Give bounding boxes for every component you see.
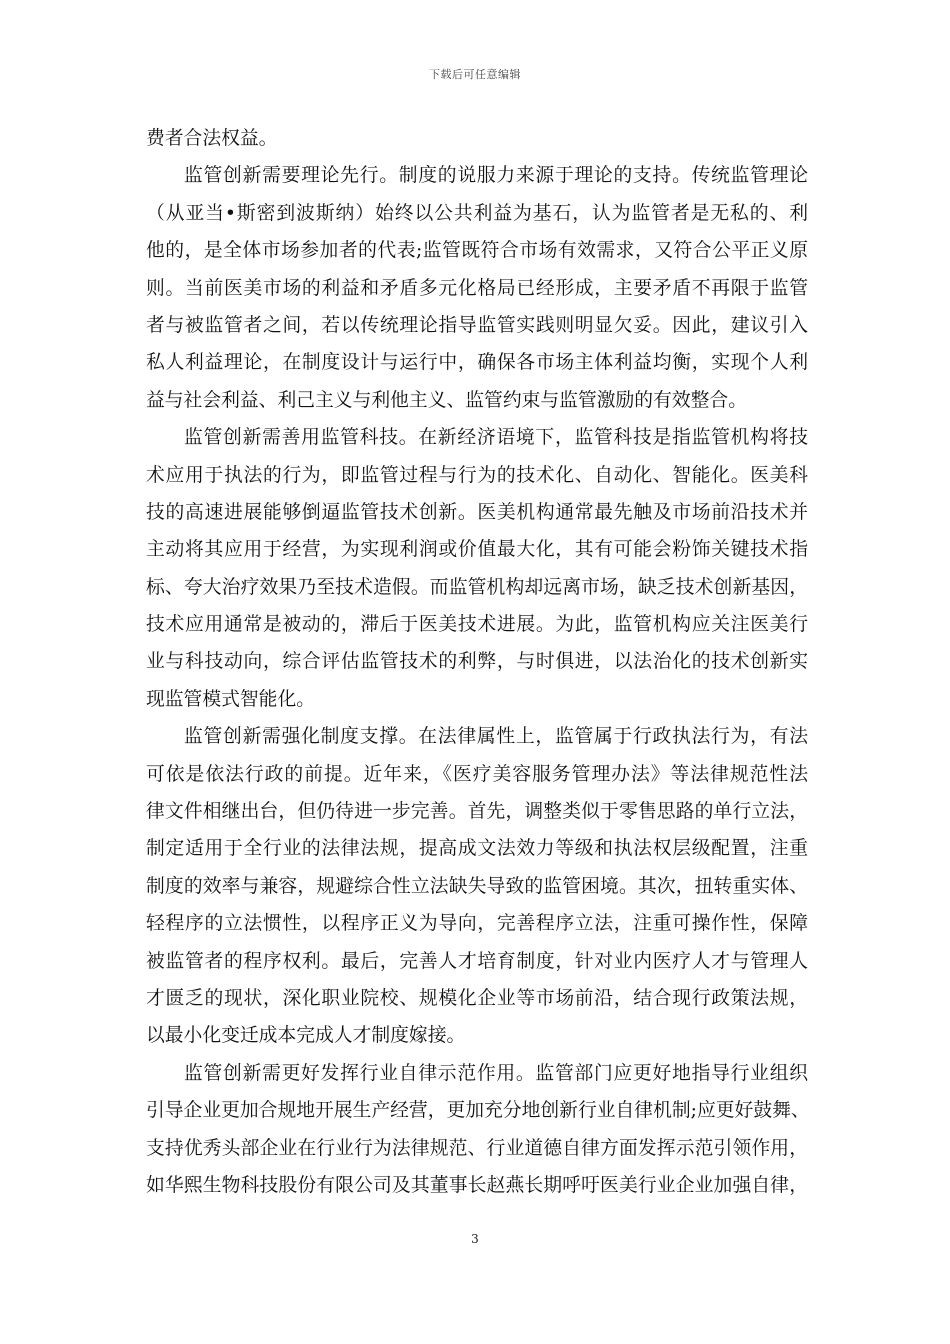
text-line: 如华熙生物科技股份有限公司及其董事长赵燕长期呼吁医美行业企业加强自律， [146,1174,808,1196]
text-line: 监管创新需善用监管科技。在新经济语境下，监管科技是指监管机构将技 [184,427,808,449]
text-line: 术应用于执法的行为，即监管过程与行为的技术化、自动化、智能化。医美科 [146,464,808,486]
page-header-note: 下载后可任意编辑 [429,68,521,81]
text-line: 监管创新需更好发挥行业自律示范作用。监管部门应更好地指导行业组织 [184,1062,808,1084]
text-line: 私人利益理论，在制度设计与运行中，确保各市场主体利益均衡，实现个人利 [146,352,808,374]
text-line: 则。当前医美市场的利益和矛盾多元化格局已经形成，主要矛盾不再限于监管 [146,277,808,299]
text-line: 他的，是全体市场参加者的代表;监管既符合市场有效需求，又符合公平正义原 [146,240,808,262]
text-line: 业与科技动向，综合评估监管技术的利弊，与时俱进，以法治化的技术创新实 [146,651,808,673]
text-line: 律文件相继出台，但仍待进一步完善。首先，调整类似于零售思路的单行立法， [146,801,808,823]
text-line: 者与被监管者之间，若以传统理论指导监管实践则明显欠妥。因此，建议引入 [146,314,808,336]
paragraph [146,419,808,718]
text-line: 轻程序的立法惯性，以程序正义为导向，完善程序立法，注重可操作性，保障 [146,913,808,935]
text-line: 以最小化变迁成本完成人才制度嫁接。 [146,1025,466,1047]
text-line: 费者合法权益。 [146,128,278,149]
text-line: 制度的效率与兼容，规避综合性立法缺失导致的监管困境。其次，扭转重实体、 [146,875,808,897]
page-number: 3 [471,1232,479,1246]
text-line: 主动将其应用于经营，为实现利润或价值最大化，其有可能会粉饰关键技术指 [146,539,808,561]
text-line: 技的高速进展能够倒逼监管技术创新。医美机构通常最先触及市场前沿技术并 [146,501,808,523]
text-line: 制定适用于全行业的法律法规，提高成文法效力等级和执法权层级配置，注重 [146,838,808,860]
paragraph [146,1055,808,1205]
text-line: 技术应用通常是被动的，滞后于医美技术进展。为此，监管机构应关注医美行 [146,614,808,636]
text-line: 可依是依法行政的前提。近年来，《医疗美容服务管理办法》等法律规范性法 [146,763,808,785]
text-line: 支持优秀头部企业在行业行为法律规范、行业道德自律方面发挥示范引领作用， [146,1137,808,1159]
text-line: 监管创新需要理论先行。制度的说服力来源于理论的支持。传统监管理论 [184,165,808,187]
text-line: 监管创新需强化制度支撑。在法律属性上，监管属于行政执法行为，有法 [184,726,808,748]
paragraph [146,120,808,157]
text-line: 引导企业更加合规地开展生产经营，更加充分地创新行业自律机制;应更好鼓舞、 [146,1100,810,1122]
paragraph [146,718,808,1055]
text-line: 被监管者的程序权利。最后，完善人才培育制度，针对业内医疗人才与管理人 [146,950,808,972]
text-line: 标、夸大治疗效果乃至技术造假。而监管机构却远离市场，缺乏技术创新基因， [146,576,808,598]
document-body [146,120,808,1204]
text-line: （从亚当•斯密到波斯纳）始终以公共利益为基石，认为监管者是无私的、利 [146,202,808,224]
text-line: 益与社会利益、利己主义与利他主义、监管约束与监管激励的有效整合。 [146,389,747,411]
text-line: 现监管模式智能化。 [146,688,316,710]
text-line: 才匮乏的现状，深化职业院校、规模化企业等市场前沿，结合现行政策法规， [146,987,808,1009]
paragraph [146,157,808,419]
